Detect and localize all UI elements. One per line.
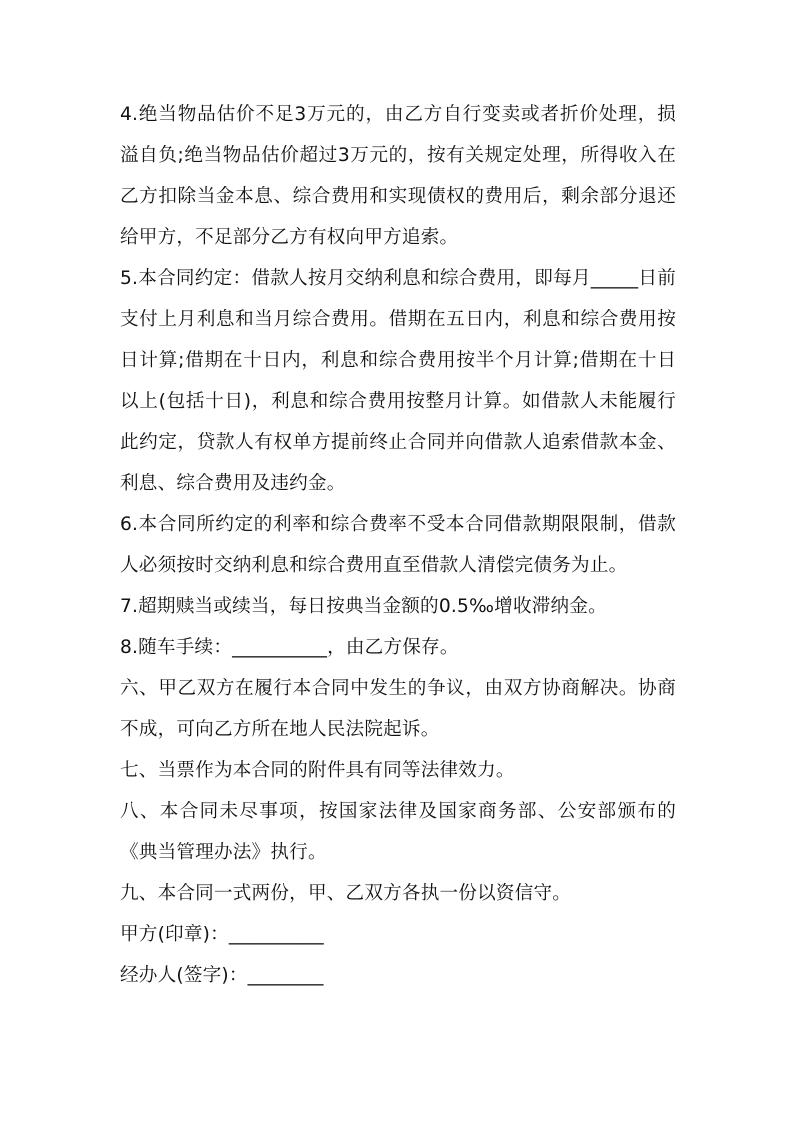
agent-signature-line: 经办人(签字)：________ xyxy=(120,965,324,986)
article-9-copies: 九、本合同一式两份，甲、乙双方各执一份以资信守。 xyxy=(120,883,572,904)
article-6-disputes: 六、甲乙双方在履行本合同中发生的争议，由双方协商解决。协商不成，可向乙方所在地人民法院起诉。 xyxy=(120,678,676,740)
clause-5-interest-payment: 5.本合同约定：借款人按月交纳利息和综合费用，即每月_____日前支付上月利息和当月综合费用。借期在五日内，利息和综合费用按日计算;借期在十日内，利息和综合费用按半个月计算;借期在十日以上(包括十日)，利息和综合费用按整月计算。如借款人未能履行此约定，贷款人有权单方提前终止合同并向借款人追索借款本金、利息、综合费用及违约金。 xyxy=(120,268,676,494)
party-a-seal-line: 甲方(印章)：__________ xyxy=(120,924,324,945)
clause-8-vehicle-documents: 8.随车手续：__________，由乙方保存。 xyxy=(120,637,459,658)
article-7-pawn-ticket: 七、当票作为本合同的附件具有同等法律效力。 xyxy=(120,760,515,781)
contract-body xyxy=(120,94,676,996)
clause-4-forfeited-goods: 4.绝当物品估价不足3万元的，由乙方自行变卖或者折价处理，损溢自负;绝当物品估价超过3万元的，按有关规定处理，所得收入在乙方扣除当金本息、综合费用和实现债权的费用后，剩余部分退还给甲方，不足部分乙方有权向甲方追索。 xyxy=(120,104,676,248)
article-8-unresolved-matters: 八、本合同未尽事项，按国家法律及国家商务部、公安部颁布的《典当管理办法》执行。 xyxy=(120,801,676,863)
clause-6-rate-terms: 6.本合同所约定的利率和综合费率不受本合同借款期限限制，借款人必须按时交纳利息和综合费用直至借款人清偿完债务为止。 xyxy=(120,514,676,576)
clause-7-late-fee: 7.超期赎当或续当，每日按典当金额的0.5‰增收滞纳金。 xyxy=(120,596,607,617)
